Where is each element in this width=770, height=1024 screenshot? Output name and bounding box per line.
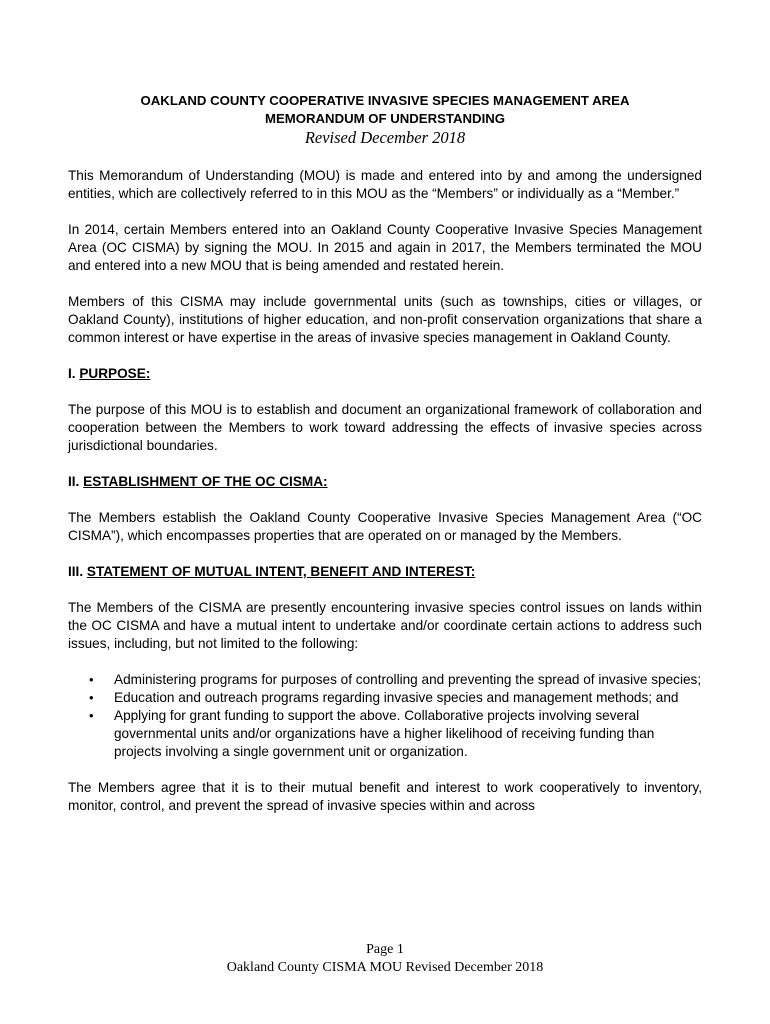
bullet-list: [68, 671, 702, 761]
bullet-icon: •: [89, 672, 94, 687]
section-heading-purpose: [68, 365, 702, 383]
section-text: The Members of the CISMA are presently encountering invasive species control issues on lands within the OC CISMA and have a mutual intent to undertake and/or coordinate certain actions to address such issues, including, but not limited to the following:: [68, 600, 702, 651]
bullet-icon: •: [89, 708, 94, 723]
section-number: II.: [68, 474, 80, 489]
intro-paragraph: Members of this CISMA may include governmental units (such as townships, cities or villages, or Oakland County), institutions of higher education, and non-profit conservation organizations that share a common interest or have expertise in the areas of invasive species management in Oakland County.: [68, 294, 702, 345]
title-line-1: OAKLAND COUNTY COOPERATIVE INVASIVE SPECIES MANAGEMENT AREA: [140, 93, 630, 108]
list-item: [89, 671, 702, 689]
footer-label: Oakland County CISMA MOU Revised December 2018: [226, 960, 544, 975]
list-item-text: Applying for grant funding to support the above. Collaborative projects involving several governmental units and/or organizations have a higher likelihood of receiving funding than projects involving a single government unit or organization.: [114, 708, 655, 759]
section-title: STATEMENT OF MUTUAL INTENT, BENEFIT AND INTEREST:: [86, 564, 476, 579]
section-text: The purpose of this MOU is to establish and document an organizational framework of collaboration and cooperation between the Members to work toward addressing the effects of invasive species across jurisdictional boundaries.: [68, 402, 702, 453]
section-title: PURPOSE:: [79, 366, 151, 381]
document-body: [68, 92, 702, 833]
closing-paragraph: The Members agree that it is to their mutual benefit and interest to work cooperatively to inventory, monitor, control, and prevent the spread of invasive species within and across: [68, 780, 702, 813]
section-heading-establishment: [68, 473, 702, 491]
section-number: I.: [68, 366, 76, 381]
list-item-text: Education and outreach programs regarding invasive species and management methods; and: [114, 690, 679, 705]
section-title: ESTABLISHMENT OF THE OC CISMA:: [83, 474, 328, 489]
list-item-text: Administering programs for purposes of controlling and preventing the spread of invasive species;: [114, 672, 702, 687]
list-item: [89, 707, 702, 761]
page-footer: [0, 941, 770, 977]
section-text: The Members establish the Oakland County Cooperative Invasive Species Management Area (“OC CISMA”), which encompasses properties that are operated on or managed by the Members.: [68, 510, 702, 543]
list-item: [89, 689, 702, 707]
revision-subtitle: Revised December 2018: [304, 128, 466, 147]
page-number: Page 1: [366, 942, 404, 957]
section-heading-mutual-intent: [68, 563, 702, 581]
bullet-icon: •: [89, 690, 94, 705]
intro-paragraph: This Memorandum of Understanding (MOU) is made and entered into by and among the undersigned entities, which are collectively referred to in this MOU as the “Members” or individually as a “Member.”: [68, 168, 702, 201]
title-line-2: MEMORANDUM OF UNDERSTANDING: [264, 111, 506, 126]
intro-paragraph: In 2014, certain Members entered into an Oakland County Cooperative Invasive Species Management Area (OC CISMA) by signing the MOU. In 2015 and again in 2017, the Members terminated the MOU and entered into a new MOU that is being amended and restated herein.: [68, 222, 702, 273]
section-number: III.: [68, 564, 84, 579]
